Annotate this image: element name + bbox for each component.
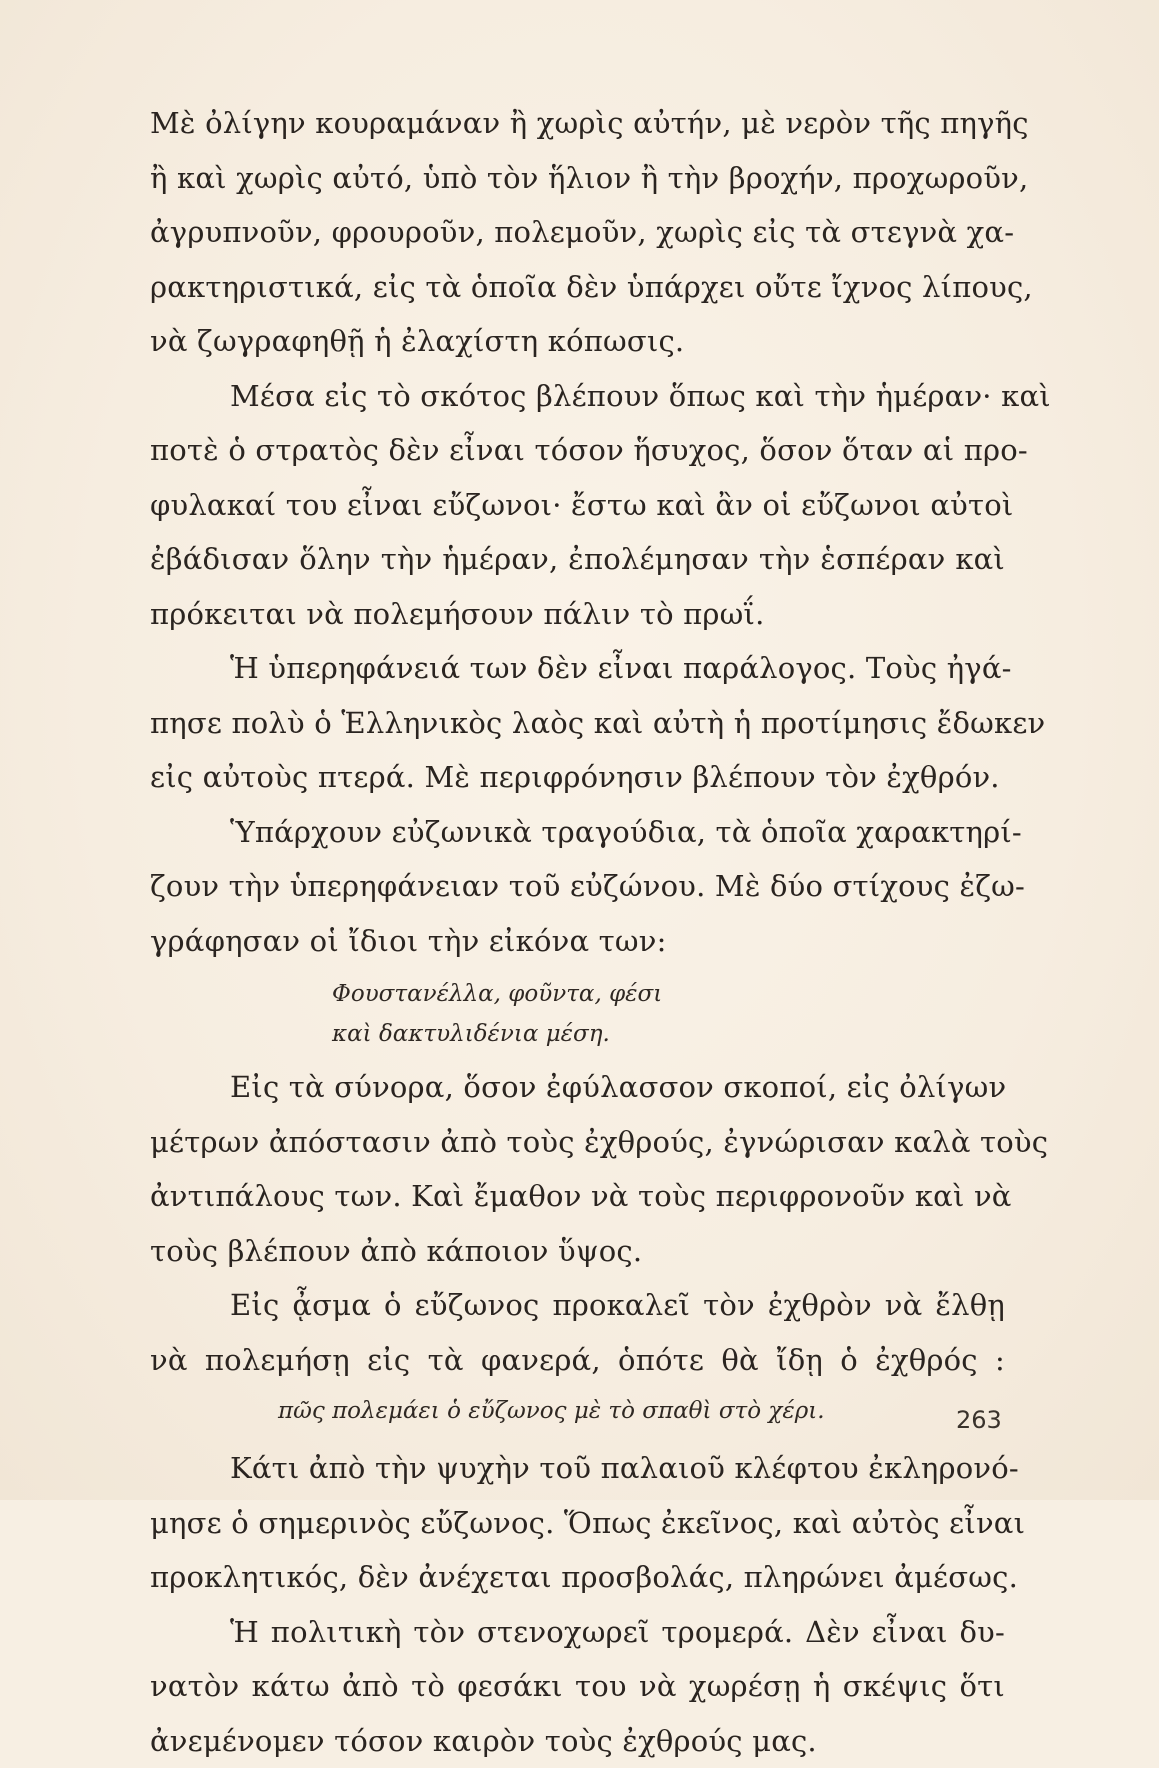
- text-line: γράφησαν οἱ ἴδιοι τὴν εἰκόνα των:: [150, 914, 1005, 969]
- text-line: τοὺς βλέπουν ἀπὸ κάποιον ὕψος.: [150, 1224, 1005, 1279]
- body-text: [150, 96, 1005, 1768]
- text-line: πησε πολὺ ὁ Ἑλληνικὸς λαὸς καὶ αὐτὴ ἡ προτίμησις ἔδωκεν: [150, 696, 1005, 751]
- text-line: Μὲ ὀλίγην κουραμάναν ἢ χωρὶς αὐτήν, μὲ νερὸν τῆς πηγῆς: [150, 96, 1005, 151]
- text-line: Ὑπάρχουν εὐζωνικὰ τραγούδια, τὰ ὁποῖα χαρακτηρί-: [150, 805, 1005, 860]
- text-line: ρακτηριστικά, εἰς τὰ ὁποῖα δὲν ὑπάρχει οὔτε ἴχνος λίπους,: [150, 260, 1005, 315]
- verse-line: Φουστανέλλα, φοῦντα, φέσι: [150, 974, 1005, 1014]
- text-line: μησε ὁ σημερινὸς εὔζωνος. Ὅπως ἐκεῖνος, καὶ αὐτὸς εἶναι: [150, 1496, 1005, 1551]
- text-line: ἐβάδισαν ὅλην τὴν ἡμέραν, ἐπολέμησαν τὴν ἑσπέραν καὶ: [150, 532, 1005, 587]
- text-line: Ἡ πολιτικὴ τὸν στενοχωρεῖ τρομερά. Δὲν εἶναι δυ-: [150, 1605, 1005, 1660]
- text-line: ζουν τὴν ὑπερηφάνειαν τοῦ εὐζώνου. Μὲ δύο στίχους ἐζω-: [150, 859, 1005, 914]
- text-line: Ἡ ὑπερηφάνειά των δὲν εἶναι παράλογος. Τοὺς ἠγά-: [150, 641, 1005, 696]
- text-line: νὰ ζωγραφηθῇ ἡ ἐλαχίστη κόπωσις.: [150, 314, 1005, 369]
- text-line: Κάτι ἀπὸ τὴν ψυχὴν τοῦ παλαιοῦ κλέφτου ἐκληρονό-: [150, 1441, 1005, 1496]
- text-line: ἀγρυπνοῦν, φρουροῦν, πολεμοῦν, χωρὶς εἰς τὰ στεγνὰ χα-: [150, 205, 1005, 260]
- text-line: πρόκειται νὰ πολεμήσουν πάλιν τὸ πρωΐ.: [150, 587, 1005, 642]
- page-number: 263: [956, 1406, 1002, 1434]
- verse-block: [150, 974, 1005, 1054]
- text-line: ἀνεμένομεν τόσον καιρὸν τοὺς ἐχθρούς μας.: [150, 1714, 1005, 1768]
- text-line: εἰς αὐτοὺς πτερά. Μὲ περιφρόνησιν βλέπουν τὸν ἐχθρόν.: [150, 750, 1005, 805]
- text-line: νὰ πολεμήσῃ εἰς τὰ φανερά, ὁπότε θὰ ἴδῃ ὁ ἐχθρός :: [150, 1333, 1005, 1388]
- text-line: ἢ καὶ χωρὶς αὐτό, ὑπὸ τὸν ἥλιον ἢ τὴν βροχήν, προχωροῦν,: [150, 151, 1005, 206]
- text-line: Εἰς τὰ σύνορα, ὅσον ἐφύλασσον σκοποί, εἰς ὀλίγων: [150, 1060, 1005, 1115]
- text-line: φυλακαί του εἶναι εὔζωνοι· ἔστω καὶ ἂν οἱ εὔζωνοι αὐτοὶ: [150, 478, 1005, 533]
- text-line: Μέσα εἰς τὸ σκότος βλέπουν ὅπως καὶ τὴν ἡμέραν· καὶ: [150, 369, 1005, 424]
- text-line: ποτὲ ὁ στρατὸς δὲν εἶναι τόσον ἥσυχος, ὅσον ὅταν αἱ προ-: [150, 423, 1005, 478]
- verse-line: καὶ δακτυλιδένια μέση.: [150, 1014, 1005, 1054]
- text-line: Εἰς ᾆσμα ὁ εὔζωνος προκαλεῖ τὸν ἐχθρὸν νὰ ἔλθῃ: [150, 1278, 1005, 1333]
- text-line: ἀντιπάλους των. Καὶ ἔμαθον νὰ τοὺς περιφρονοῦν καὶ νὰ: [150, 1169, 1005, 1224]
- verse-line: πῶς πολεμάει ὁ εὔζωνος μὲ τὸ σπαθὶ στὸ χέρι.: [150, 1389, 1005, 1433]
- text-line: προκλητικός, δὲν ἀνέχεται προσβολάς, πληρώνει ἀμέσως.: [150, 1550, 1005, 1605]
- text-line: μέτρων ἀπόστασιν ἀπὸ τοὺς ἐχθρούς, ἐγνώρισαν καλὰ τοὺς: [150, 1115, 1005, 1170]
- text-line: νατὸν κάτω ἀπὸ τὸ φεσάκι του νὰ χωρέσῃ ἡ σκέψις ὅτι: [150, 1659, 1005, 1714]
